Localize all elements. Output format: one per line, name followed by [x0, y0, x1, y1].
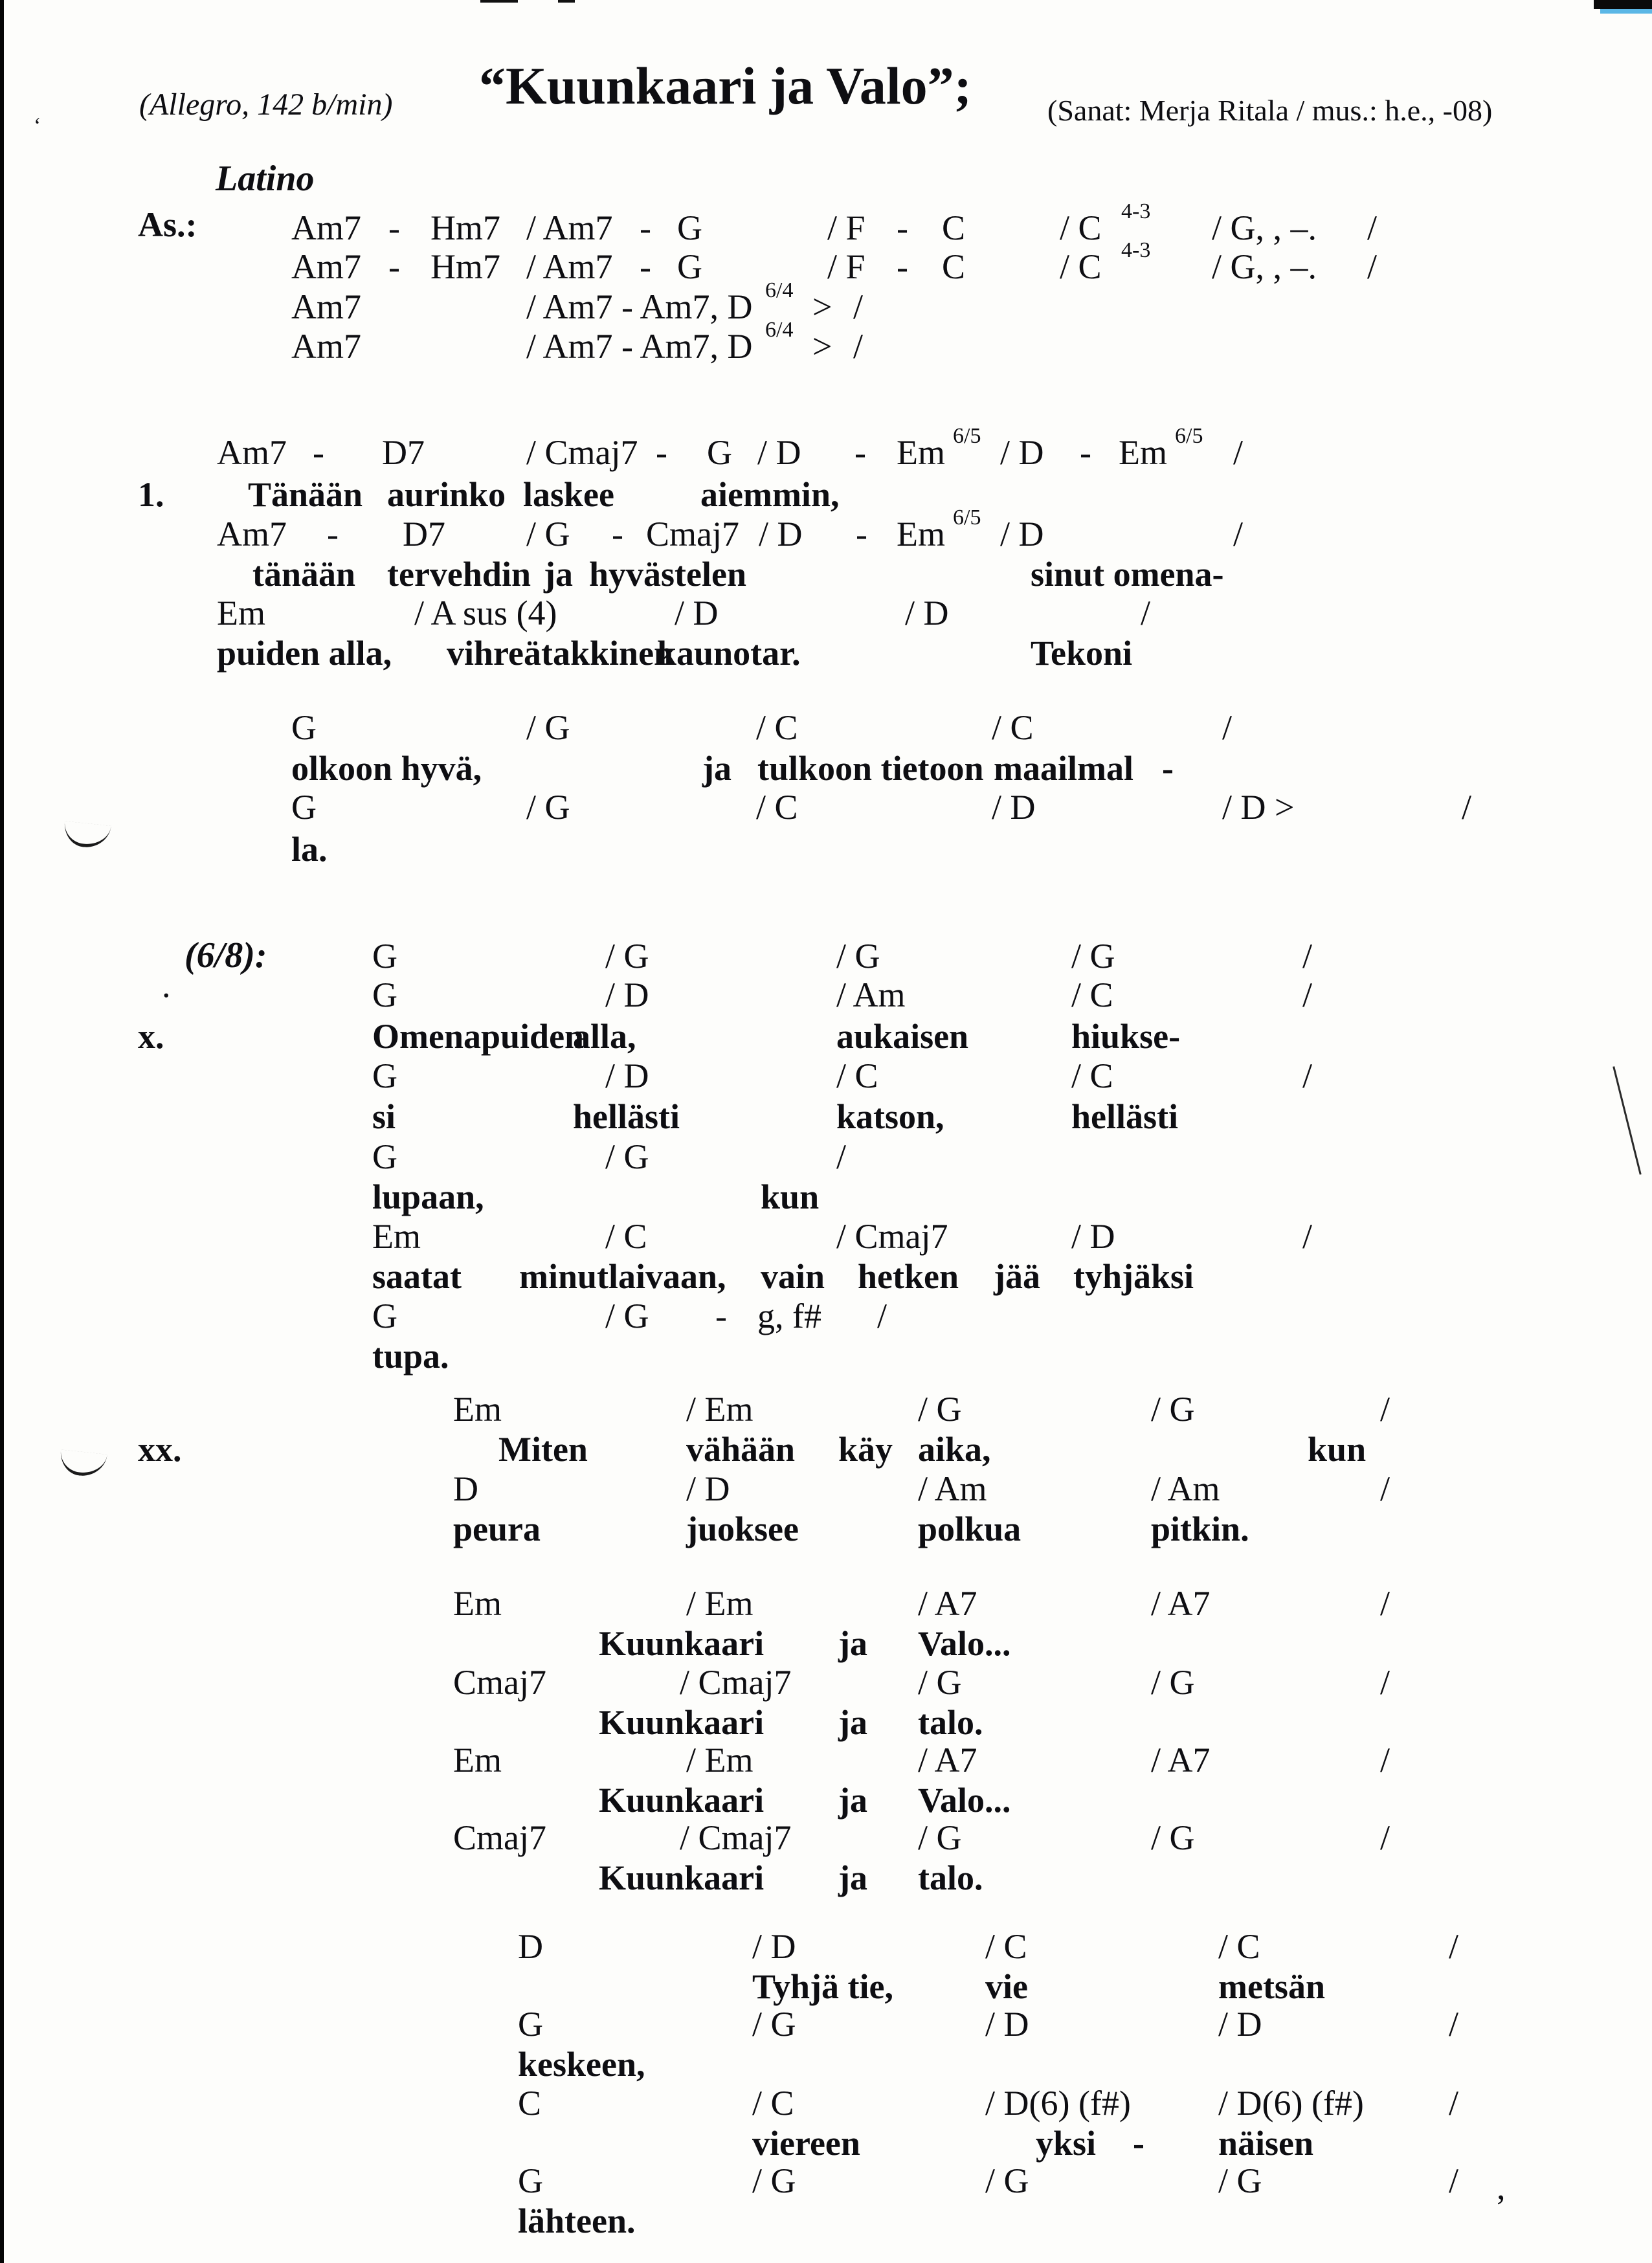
chord-text: Am7 — [291, 208, 361, 247]
chord-text: / — [1449, 2084, 1459, 2123]
chord-text: / G — [985, 2161, 1029, 2200]
lyric-text: talo. — [918, 1703, 983, 1742]
lyric-text: peura — [453, 1510, 541, 1548]
chord-text: / A sus (4) — [414, 594, 557, 632]
chord-text: G — [677, 247, 702, 286]
chord-text: Am7 — [291, 287, 361, 326]
chord-text: G — [372, 1297, 397, 1335]
chord-text: / C — [1060, 208, 1102, 247]
chord-text: G — [372, 975, 397, 1014]
chord-text: G — [707, 433, 732, 472]
chord-text: Am7 — [291, 247, 361, 286]
lyric-text: Kuunkaari — [599, 1858, 765, 1897]
lyric-text: vähään — [686, 1430, 796, 1469]
chord-superscript: 6/4 — [765, 318, 794, 342]
chord-text: / Cmaj7 — [680, 1663, 792, 1702]
chord-text: g, f# — [757, 1297, 821, 1335]
chord-text: G — [372, 937, 397, 975]
chord-text: G — [372, 1056, 397, 1095]
chord-text: / — [836, 1137, 847, 1176]
chord-text: - — [313, 433, 324, 472]
chord-text: Em — [372, 1217, 421, 1256]
chord-text: G — [291, 788, 317, 827]
chord-text: / C — [836, 1056, 878, 1095]
chord-text: / G — [918, 1818, 962, 1857]
lyric-text: olkoon hyvä, — [291, 749, 482, 788]
chord-text: / A7 — [918, 1741, 977, 1779]
lyric-text: Kuunkaari — [599, 1703, 765, 1742]
chord-text: Cmaj7 — [453, 1663, 546, 1702]
chord-text: / — [1462, 788, 1472, 827]
lyric-text: la. — [291, 830, 328, 869]
lyric-text: laivaan, — [608, 1257, 726, 1296]
scan-diagonal-stroke — [1613, 1066, 1642, 1175]
chord-text: - — [854, 433, 866, 472]
chord-text: - — [327, 515, 339, 553]
chord-text: - — [388, 208, 400, 247]
lyric-text: Valo... — [918, 1624, 1011, 1663]
lyric-text: maailmal — [994, 749, 1133, 788]
chord-text: - — [388, 247, 400, 286]
chord-text: - — [715, 1297, 727, 1335]
lyric-text: ja — [838, 1858, 867, 1897]
lyric-text: hyvästelen — [589, 555, 746, 594]
lyric-text: tupa. — [372, 1337, 449, 1376]
tempo-marking: (Allegro, 142 b/min) — [139, 87, 393, 122]
chord-text: Em — [453, 1390, 502, 1429]
chord-text: / Am7 - Am7, D — [526, 327, 753, 366]
chord-text: / D — [985, 2005, 1029, 2044]
chord-text: / C — [1060, 247, 1102, 286]
chord-text: / D — [759, 515, 803, 553]
lyric-text: metsän — [1218, 1967, 1325, 2006]
lyric-text: polkua — [918, 1510, 1021, 1548]
chord-text: Cmaj7 — [646, 515, 739, 553]
chord-text: / Am7 - Am7, D — [526, 287, 753, 326]
chord-text: / — [1302, 975, 1313, 1014]
chord-text: > — [812, 327, 832, 366]
chord-text: / D — [1218, 2005, 1262, 2044]
chord-text: , — [1497, 2168, 1506, 2207]
chord-text: / D — [686, 1469, 730, 1508]
lyric-text: kun — [761, 1177, 820, 1216]
section-label: x. — [138, 1017, 164, 1056]
lyric-text: hiukse- — [1071, 1017, 1181, 1056]
chord-text: / — [1302, 1217, 1313, 1256]
chord-text: / G — [918, 1663, 962, 1702]
lyric-text: pitkin. — [1151, 1510, 1249, 1548]
lyric-text: lupaan, — [372, 1177, 484, 1216]
chord-text: / A7 — [1151, 1741, 1211, 1779]
lyric-text: Kuunkaari — [599, 1781, 765, 1820]
lyric-text: Tekoni — [1031, 634, 1133, 673]
chord-text: / — [1380, 1469, 1390, 1508]
chord-text: / — [1449, 2005, 1459, 2044]
chord-text: G — [291, 708, 317, 747]
chord-text: / G — [1151, 1818, 1195, 1857]
chord-text: - — [1080, 433, 1091, 472]
lyric-text: ja — [702, 749, 731, 788]
chord-text: / F — [827, 247, 865, 286]
chord-text: / Am — [918, 1469, 987, 1508]
chord-text: / D — [905, 594, 949, 632]
credits-line: (Sanat: Merja Ritala / mus.: h.e., -08) — [1047, 94, 1493, 127]
chord-superscript: 6/5 — [953, 506, 981, 530]
chord-text: - — [856, 515, 867, 553]
chord-superscript: 6/4 — [765, 278, 794, 302]
chord-text: / D — [992, 788, 1036, 827]
chord-text: / Cmaj7 — [836, 1217, 948, 1256]
chord-text: Em — [897, 515, 945, 553]
chord-text: - — [640, 208, 651, 247]
chord-text: / C — [756, 708, 798, 747]
chord-text: / C — [985, 1927, 1027, 1966]
scan-edge-line — [0, 0, 4, 2263]
chord-text: / Am7 — [526, 208, 613, 247]
chord-text: / D — [1000, 433, 1044, 472]
chord-text: Em — [453, 1584, 502, 1623]
chord-text: / G — [605, 1137, 649, 1176]
chord-text: / D — [1071, 1217, 1115, 1256]
chord-text: / D(6) (f#) — [985, 2084, 1131, 2123]
chord-text: D7 — [403, 515, 445, 553]
section-label: As.: — [138, 205, 197, 244]
lyric-text: juoksee — [686, 1510, 799, 1548]
lyric-text: aukaisen — [836, 1017, 969, 1056]
lyric-text: yksi — [1036, 2124, 1097, 2163]
chord-text: / G — [752, 2161, 796, 2200]
handwritten-check-mark — [58, 1449, 107, 1478]
chord-text: / D — [605, 975, 649, 1014]
chord-text: / D > — [1222, 788, 1295, 827]
chord-text: / Am7 — [526, 247, 613, 286]
chord-text: / G — [836, 937, 880, 975]
chord-text: / D — [675, 594, 719, 632]
lyric-text: tyhjäksi — [1073, 1257, 1194, 1296]
lyric-text: käy — [838, 1430, 893, 1469]
lyric-text: hetken — [858, 1257, 959, 1296]
lyric-text: vihreätakkinen — [447, 634, 674, 673]
chord-text: > — [812, 287, 832, 326]
lyric-text: viereen — [752, 2124, 860, 2163]
chord-text: / G — [605, 937, 649, 975]
handwritten-check-mark — [62, 821, 111, 849]
lyric-text: vain — [761, 1257, 825, 1296]
chord-text: / G — [526, 708, 570, 747]
chord-text: / G, , –. — [1212, 247, 1317, 286]
chord-text: / Em — [686, 1741, 753, 1779]
chord-text: / G — [605, 1297, 649, 1335]
lyric-text: sinut omena- — [1031, 555, 1224, 594]
lyric-text: Miten — [498, 1430, 588, 1469]
chord-text: / C — [1071, 1056, 1113, 1095]
chord-text: Am7 — [217, 515, 287, 553]
chord-text: / — [1367, 208, 1378, 247]
song-title: “Kuunkaari ja Valo”; — [479, 56, 972, 115]
lyric-text: keskeen, — [518, 2045, 645, 2084]
lyric-text: laskee — [523, 475, 614, 514]
chord-text: / — [1302, 937, 1313, 975]
style-label: Latino — [216, 159, 315, 199]
chord-text: / G — [918, 1390, 962, 1429]
chord-text: / — [877, 1297, 887, 1335]
chord-superscript: 6/5 — [953, 424, 981, 448]
chord-text: / F — [827, 208, 865, 247]
chord-text: C — [942, 208, 966, 247]
chord-text: / G — [1151, 1663, 1195, 1702]
chord-text: - — [897, 247, 908, 286]
chord-text: / — [1449, 2161, 1459, 2200]
chord-text: / Cmaj7 — [680, 1818, 792, 1857]
chord-text: / — [1141, 594, 1151, 632]
lyric-text: Tyhjä tie, — [752, 1967, 893, 2006]
chord-text: Am7 — [291, 327, 361, 366]
stray-mark: ‘ — [34, 114, 41, 138]
chord-text: / — [1222, 708, 1233, 747]
chord-text: Em — [217, 594, 265, 632]
chord-text: G — [518, 2161, 543, 2200]
chord-text: / — [1380, 1584, 1390, 1623]
chord-text: / G — [526, 515, 570, 553]
chord-superscript: 6/5 — [1175, 424, 1203, 448]
chord-text: - — [640, 247, 651, 286]
chord-text: / A7 — [1151, 1584, 1211, 1623]
lyric-text: tulkoon tietoon — [757, 749, 984, 788]
lyric-text: aiemmin, — [700, 475, 840, 514]
scan-corner-artifact — [1594, 0, 1652, 9]
lyric-text: vie — [985, 1967, 1028, 2006]
chord-text: / A7 — [918, 1584, 977, 1623]
chord-text: / G, , –. — [1212, 208, 1317, 247]
chord-text: / Em — [686, 1584, 753, 1623]
chord-text: Cmaj7 — [453, 1818, 546, 1857]
chord-text: / — [1380, 1741, 1390, 1779]
chord-text: / — [1449, 1927, 1459, 1966]
chord-text: - — [656, 433, 667, 472]
scan-top-dash — [480, 0, 518, 3]
section-label: xx. — [138, 1430, 182, 1469]
chord-text: Hm7 — [430, 247, 500, 286]
chord-text: / Em — [686, 1390, 753, 1429]
chord-text: / Am — [836, 975, 906, 1014]
lyric-text: ja — [838, 1624, 867, 1663]
lyric-text: - — [1133, 2124, 1144, 2163]
chord-text: / — [1302, 1056, 1313, 1095]
chord-text: / G — [1071, 937, 1115, 975]
chord-superscript: 4-3 — [1121, 199, 1151, 223]
lyric-text: katson, — [836, 1097, 944, 1136]
lyric-text: kun — [1308, 1430, 1367, 1469]
chord-text: / G — [752, 2005, 796, 2044]
chord-text: / G — [1218, 2161, 1262, 2200]
chord-text: D — [518, 1927, 543, 1966]
chord-text: D — [453, 1469, 478, 1508]
lyric-text: saatat — [372, 1257, 462, 1296]
lyric-text: jää — [994, 1257, 1040, 1296]
chord-text: Am7 — [217, 433, 287, 472]
chord-text: / — [1380, 1390, 1390, 1429]
chord-text: Em — [1119, 433, 1167, 472]
chord-text: / G — [1151, 1390, 1195, 1429]
chord-text: C — [942, 247, 966, 286]
lyric-text: talo. — [918, 1858, 983, 1897]
lyric-text: puiden alla, — [217, 634, 392, 673]
lyric-text: näisen — [1218, 2124, 1314, 2163]
section-label: 1. — [138, 475, 164, 514]
lyric-text: - — [1162, 749, 1174, 788]
scan-corner-blue-artifact — [1600, 9, 1652, 14]
chord-text: / — [1233, 433, 1244, 472]
chord-text: / — [853, 287, 864, 326]
chord-text: / G — [526, 788, 570, 827]
chord-text: / C — [992, 708, 1034, 747]
chord-text: / D — [605, 1056, 649, 1095]
chord-text: / Cmaj7 — [526, 433, 638, 472]
chord-superscript: 4-3 — [1121, 238, 1151, 262]
chord-text: Em — [897, 433, 945, 472]
chord-text: / D — [752, 1927, 796, 1966]
lyric-text: alla, — [573, 1017, 636, 1056]
chord-text: / D — [757, 433, 801, 472]
style-label: (6/8): — [184, 935, 267, 975]
lyric-text: si — [372, 1097, 396, 1136]
chord-text: . — [162, 966, 171, 1005]
lyric-text: tervehdin — [387, 555, 531, 594]
chord-text: Em — [453, 1741, 502, 1779]
chord-text: / — [1380, 1818, 1390, 1857]
chord-text: D7 — [382, 433, 425, 472]
lyric-text: lähteen. — [518, 2202, 636, 2240]
lyric-text: Omenapuiden — [372, 1017, 585, 1056]
chord-text: Hm7 — [430, 208, 500, 247]
lyric-text: tänään — [252, 555, 356, 594]
chord-text: - — [897, 208, 908, 247]
chord-text: / C — [1071, 975, 1113, 1014]
chord-text: / — [1233, 515, 1244, 553]
chord-text: / C — [752, 2084, 794, 2123]
lyric-text: ja — [838, 1781, 867, 1820]
chord-text: G — [372, 1137, 397, 1176]
chord-text: / D — [1000, 515, 1044, 553]
chord-text: - — [612, 515, 623, 553]
lyric-text: hellästi — [573, 1097, 680, 1136]
chord-text: / C — [1218, 1927, 1260, 1966]
chord-text: / D(6) (f#) — [1218, 2084, 1364, 2123]
chord-text: / C — [605, 1217, 647, 1256]
chord-text: G — [518, 2005, 543, 2044]
lyric-text: Valo... — [918, 1781, 1011, 1820]
lyric-text: minut — [519, 1257, 609, 1296]
lyric-text: hellästi — [1071, 1097, 1179, 1136]
chord-text: / — [1367, 247, 1378, 286]
chord-text: / C — [756, 788, 798, 827]
lyric-text: aika, — [918, 1430, 991, 1469]
chord-text: G — [677, 208, 702, 247]
lyric-text: kaunotar. — [657, 634, 801, 673]
chord-text: / — [1380, 1663, 1390, 1702]
scan-top-dash — [558, 0, 575, 3]
lyric-text: Kuunkaari — [599, 1624, 765, 1663]
lyric-text: ja — [838, 1703, 867, 1742]
lyric-text: ja — [544, 555, 573, 594]
chord-text: / Am — [1151, 1469, 1220, 1508]
lyric-text: Tänään — [248, 475, 363, 514]
chord-text: C — [518, 2084, 542, 2123]
lyric-text: aurinko — [387, 475, 506, 514]
chord-text: / — [853, 327, 864, 366]
